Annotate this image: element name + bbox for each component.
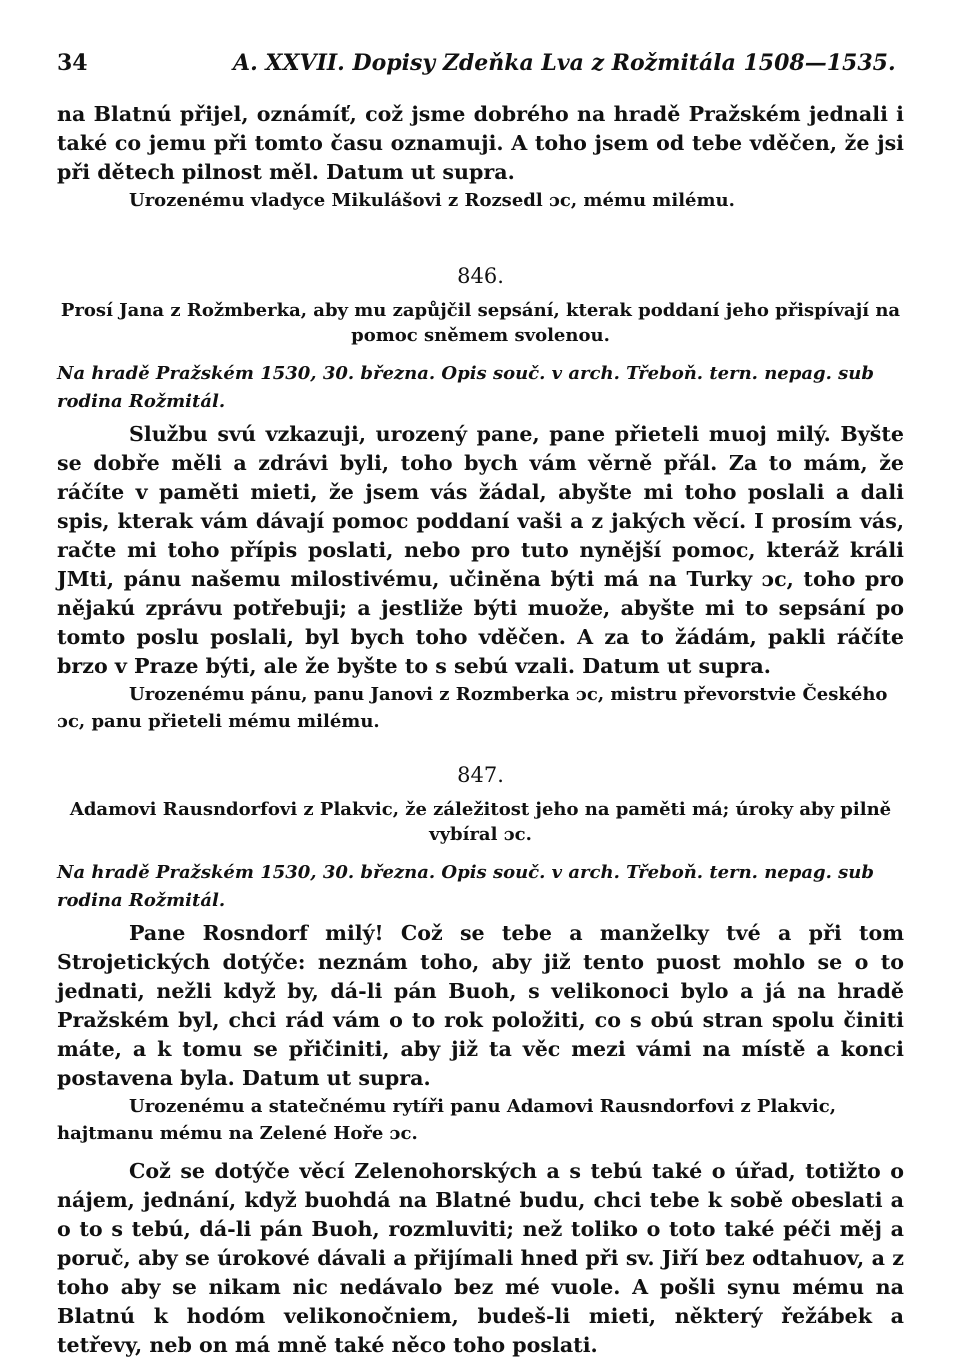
page-number: 34: [57, 50, 88, 76]
letter-847-address: Urozenému a statečnému rytíři panu Adamovi Rausndorfovi z Plakvic, hajtmanu mému na Zelené Hoře ɔc.: [57, 1096, 836, 1144]
page-header: [57, 50, 903, 84]
letter-846-address: Urozenému pánu, panu Janovi z Rozmberka ɔc, mistru převorstvie Českého ɔc, panu přieteli mému milému.: [57, 684, 888, 732]
letter-847-text: Pane Rosndorf milý! Což se tebe a manželky tvé a při tom Strojetických dotýče: neznám toho, aby již tento puost mohlo se o to jednati, nežli když by, dá-li pán Buoh, s velikonoci bylo a já na hradě Pražském byl, chci rád vám o to rok položiti, co s obú stran spolu činiti máte, a k tomu se přičiniti, aby již ta věc mezi vámi na místě a konci postavena byla. Datum ut supra.: [57, 921, 904, 1090]
letter-847-postscript: Což se dotýče věcí Zelenohorských a s tebú také o úřad, totižto o nájem, jednání, když buohdá na Blatné budu, chci tebe k sobě obeslati a o to s tebú, dá-li pán Buoh, rozmluviti; než toliko o toto také péči měj a poruč, aby se úrokové dávali a přijímali hned při sv. Jiří bez odtahuov, a z toho aby se nikam nic nedávalo bez mé vuole. A pošli synu mému na Blatnú k hodóm velikonočniem, budeš-li mieti, některý řežábek a tetřevy, neb on má mně také něco toho poslati.: [57, 1159, 904, 1357]
letter-846-number: 846.: [457, 264, 504, 288]
letter-846-text: Službu svú vzkazuji, urozený pane, pane přieteli muoj milý. Byšte se dobře měli a zdrávi byli, toho bych vám věrně přál. Za to mám, že ráčíte v paměti mieti, že jsem vás žádal, abyšte mi toho poslali a dali spis, kterak vám dávají pomoc poddaní vaši a z jakých věcí. I prosím vás, račte mi toho přípis poslati, nebo pro tuto nynější pomoc, kteráž králi JMti, pánu našemu milostivému, učiněna býti má na Turky ɔc, toho pro nějakú zprávu potřebuji; a jestliže býti muože, abyšte mi to sepsání po tomto poslu poslali, byl bych toho vděčen. A za to žádám, pakli ráčíte brzo v Praze býti, ale že byšte to s sebú vzali. Datum ut supra.: [57, 422, 904, 678]
letter-847-number: 847.: [457, 763, 504, 787]
body-text: [57, 100, 904, 1360]
letter-847-regest: Adamovi Rausndorfovi z Plakvic, že záležitost jeho na paměti má; úroky aby pilně vybíral ɔc.: [69, 799, 892, 845]
letter-847-source: Na hradě Pražském 1530, 30. března. Opis souč. v arch. Třeboň. tern. nepag. sub rodina Rožmitál.: [57, 862, 874, 911]
running-title: A. XXVII. Dopisy Zdeňka Lva z Rožmitála 1508—1535.: [233, 50, 896, 76]
letter-846-regest: Prosí Jana z Rožmberka, aby mu zapůjčil sepsání, kterak poddaní jeho přispívají na pomoc sněmem svolenou.: [60, 300, 901, 346]
letter-846-source: Na hradě Pražském 1530, 30. března. Opis souč. v arch. Třeboň. tern. nepag. sub rodina Rožmitál.: [57, 363, 874, 412]
top-fragment-address: Urozenému vladyce Mikulášovi z Rozsedl ɔc, mému milému.: [129, 190, 735, 211]
top-fragment-text: na Blatnú přijel, oznámíť, což jsme dobrého na hradě Pražském jednali i také co jemu při tomto času oznamuji. A toho jsem od tebe vděčen, že jsi při dětech pilnost měl. Datum ut supra.: [57, 102, 904, 184]
